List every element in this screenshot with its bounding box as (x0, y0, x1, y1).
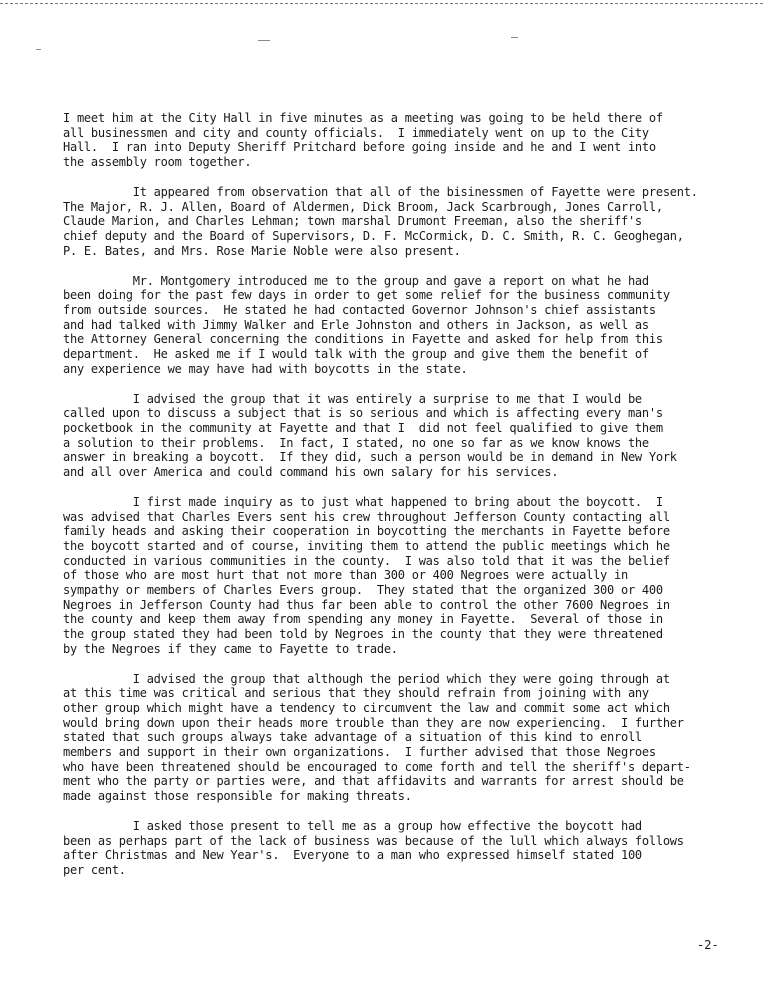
text-line: Negroes in Jefferson County had thus far been able to control the other 7600 Negroes in (63, 597, 670, 612)
text-line: P. E. Bates, and Mrs. Rose Marie Noble were also present. (63, 243, 461, 258)
paragraph-attendees (63, 185, 763, 258)
text-line: of those who are most hurt that not more than 300 or 400 Negroes were actually in (63, 568, 628, 583)
paragraph-advice-refrain (63, 672, 763, 804)
text-line: I advised the group that although the period which they were going through at (63, 671, 670, 686)
text-line: after Christmas and New Year's. Everyone to a man who expressed himself stated 100 (63, 848, 642, 863)
text-line: other group which might have a tendency to circumvent the law and commit some act which (63, 701, 670, 715)
text-line: stated that such groups always take advantage of a situation of this kind to enroll (63, 730, 642, 745)
text-line: any experience we may have had with boycotts in the state. (63, 361, 468, 376)
scan-speck (36, 49, 41, 50)
text-line: I advised the group that it was entirely a surprise to me that I would be (63, 391, 642, 406)
text-line: ment who the party or parties were, and that affidavits and warrants for arrest should be (63, 774, 684, 789)
text-line: chief deputy and the Board of Supervisors, D. F. McCormick, D. C. Smith, R. C. Geoghegan, (63, 229, 684, 243)
text-line: It appeared from observation that all of the bisinessmen of Fayette were present. (63, 184, 698, 199)
text-line: and all over America and could command his own salary for his services. (63, 465, 559, 479)
text-line: the boycott started and of course, inviting them to attend the public meetings which he (63, 538, 670, 553)
text-line: I first made inquiry as to just what happened to bring about the boycott. I (63, 494, 663, 509)
text-line: been doing for the past few days in order to get some relief for the business community (63, 288, 670, 303)
text-line: at this time was critical and serious that they should refrain from joining with any (63, 686, 649, 701)
text-line: members and support in their own organizations. I further advised that those Negroes (63, 745, 656, 760)
text-line: the group stated they had been told by Negroes in the county that they were threatened (63, 627, 663, 642)
text-line: pocketbook in the community at Fayette and that I did not feel qualified to give them (63, 420, 663, 435)
page-number: -2- (697, 938, 719, 952)
text-line: who have been threatened should be encouraged to come forth and tell the sheriff's depart- (63, 759, 691, 774)
text-line: and had talked with Jimmy Walker and Erle Johnston and others in Jackson, as well as (63, 317, 649, 332)
text-line: I asked those present to tell me as a group how effective the boycott had (63, 819, 642, 833)
page-top-edge (0, 3, 763, 4)
text-line: The Major, R. J. Allen, Board of Aldermen, Dick Broom, Jack Scarbrough, Jones Carroll, (63, 199, 663, 214)
text-line: answer in breaking a boycott. If they did, such a person would be in demand in New York (63, 450, 677, 465)
paragraph-boycott-inquiry (63, 495, 763, 657)
text-line: been as perhaps part of the lack of business was because of the lull which always follows (63, 833, 684, 848)
scan-speck (511, 37, 518, 38)
text-line: from outside sources. He stated he had contacted Governor Johnson's chief assistants (63, 302, 656, 317)
text-line: would bring down upon their heads more trouble than they are now experiencing. I further (63, 715, 684, 730)
paragraph-montgomery-report (63, 274, 763, 377)
text-line: Hall. I ran into Deputy Sheriff Pritchard before going inside and he and I went into (63, 140, 656, 155)
text-line: made against those responsible for making threats. (63, 789, 412, 804)
text-line: sympathy or members of Charles Evers group. They stated that the organized 300 or 400 (63, 583, 663, 597)
scan-speck (258, 40, 270, 41)
text-line: was advised that Charles Evers sent his crew throughout Jefferson County contacting all (63, 509, 670, 524)
text-line: Mr. Montgomery introduced me to the group and gave a report on what he had (63, 273, 649, 288)
text-line: the Attorney General concerning the conditions in Fayette and asked for help from this (63, 332, 663, 347)
text-line: family heads and asking their cooperation in boycotting the merchants in Fayette before (63, 524, 670, 539)
paragraph-city-hall-meeting (63, 111, 763, 170)
text-line: Claude Marion, and Charles Lehman; town marshal Drumont Freeman, also the sheriff's (63, 214, 642, 229)
text-line: conducted in various communities in the county. I was also told that it was the belief (63, 553, 670, 568)
text-line: the assembly room together. (63, 155, 252, 170)
text-line: I meet him at the City Hall in five minutes as a meeting was going to be held there of (63, 111, 663, 125)
letter-body (63, 111, 763, 893)
text-line: a solution to their problems. In fact, I stated, no one so far as we know knows the (63, 435, 649, 450)
text-line: the county and keep them away from spending any money in Fayette. Several of those in (63, 612, 663, 627)
paragraph-advice-surprise (63, 392, 763, 480)
paragraph-boycott-effectiveness (63, 819, 763, 878)
text-line: all businessmen and city and county officials. I immediately went on up to the City (63, 125, 649, 140)
text-line: called upon to discuss a subject that is so serious and which is affecting every man's (63, 406, 663, 421)
text-line: per cent. (63, 863, 126, 878)
text-line: department. He asked me if I would talk with the group and give them the benefit of (63, 347, 649, 361)
text-line: by the Negroes if they came to Fayette to trade. (63, 641, 398, 656)
